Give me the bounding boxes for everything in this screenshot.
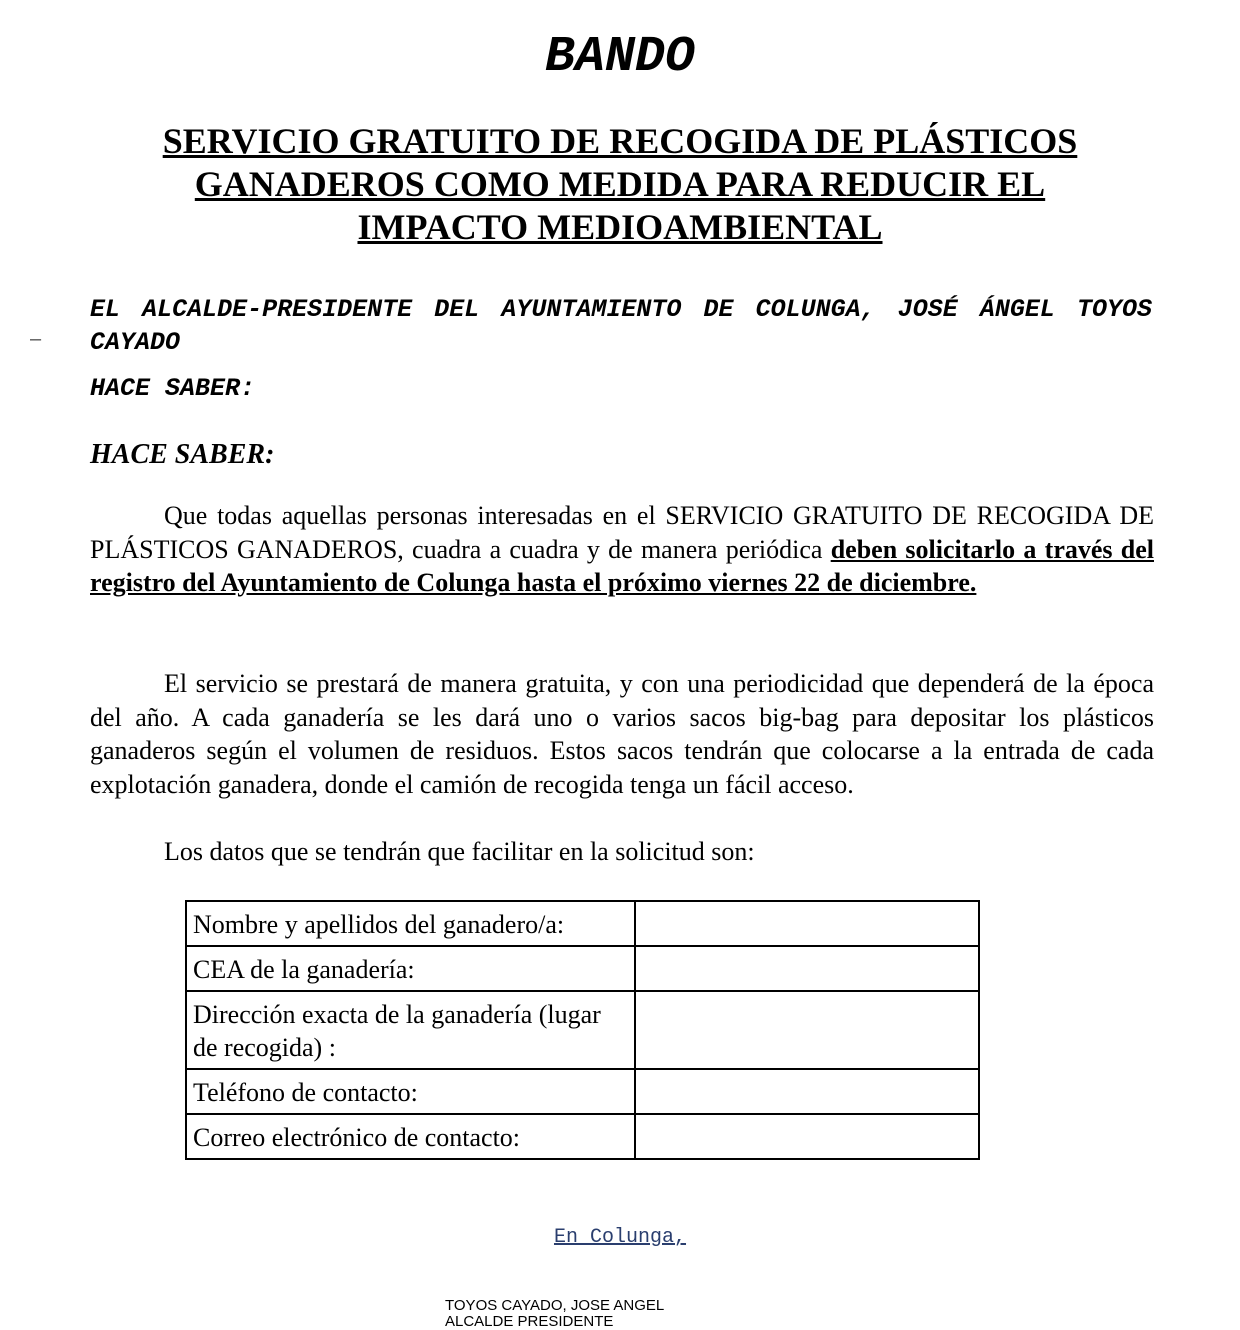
- subject-heading: [100, 120, 1140, 249]
- paragraph-1-text: Que todas aquellas personas interesadas en el SERVICIO GRATUITO DE RECOGIDA DE PLÁSTICOS GANADEROS, cuadra a cuadra y de manera periódica: [90, 501, 1154, 564]
- row-value-email: [635, 1114, 979, 1159]
- document-title: BANDO: [544, 29, 696, 86]
- place-field: En Colunga,: [553, 1226, 687, 1249]
- signature-block: [445, 1298, 664, 1330]
- hace-saber-heading-1: HACE SABER:: [90, 374, 256, 403]
- row-label-email: Correo electrónico de contacto:: [186, 1114, 635, 1159]
- signer-name: TOYOS CAYADO, JOSE ANGEL: [445, 1297, 665, 1314]
- row-label-cea: CEA de la ganadería:: [186, 946, 635, 991]
- hace-saber-heading-2: HACE SABER:: [90, 439, 275, 470]
- subject-line-3: IMPACTO MEDIOAMBIENTAL: [357, 207, 883, 247]
- paragraph-application-deadline: [90, 499, 1154, 600]
- signer-role: ALCALDE PRESIDENTE: [445, 1313, 614, 1330]
- table-row: [186, 946, 979, 991]
- row-value-cea: [635, 946, 979, 991]
- row-value-address: [635, 991, 979, 1069]
- row-label-phone: Teléfono de contacto:: [186, 1069, 635, 1114]
- issuer-line: EL ALCALDE-PRESIDENTE DEL AYUNTAMIENTO DE COLUNGA, JOSÉ ÁNGEL TOYOS CAYADO: [90, 295, 1152, 357]
- row-label-address: Dirección exacta de la ganadería (lugar de recogida) :: [186, 991, 635, 1069]
- row-value-phone: [635, 1069, 979, 1114]
- row-label-name: Nombre y apellidos del ganadero/a:: [186, 901, 635, 946]
- subject-line-1: SERVICIO GRATUITO DE RECOGIDA DE PLÁSTICOS: [162, 121, 1078, 161]
- subject-line-2: GANADEROS COMO MEDIDA PARA REDUCIR EL: [194, 164, 1046, 204]
- place-line: [0, 1225, 1240, 1251]
- table-row: [186, 1069, 979, 1114]
- table-row: [186, 1114, 979, 1159]
- row-value-name: [635, 901, 979, 946]
- paragraph-service-description: El servicio se prestará de manera gratuita, y con una periodicidad que dependerá de la época del año. A cada ganadería se les dará uno o varios sacos big-bag para depositar los plásticos ganaderos según el volumen de residuos. Estos sacos tendrán que colocarse a la entrada de cada explotación ganadera, donde el camión de recogida tenga un fácil acceso.: [90, 669, 1154, 799]
- table-row: [186, 901, 979, 946]
- margin-mark: –: [30, 328, 42, 350]
- deadline-emphasis: deben solicitarlo a través del registro del Ayuntamiento de Colunga hasta el próximo viernes 22 de diciembre.: [90, 534, 1154, 597]
- paragraph-required-data: Los datos que se tendrán que facilitar en la solicitud son:: [164, 837, 755, 866]
- table-row: [186, 991, 979, 1069]
- application-data-table: [185, 900, 980, 1160]
